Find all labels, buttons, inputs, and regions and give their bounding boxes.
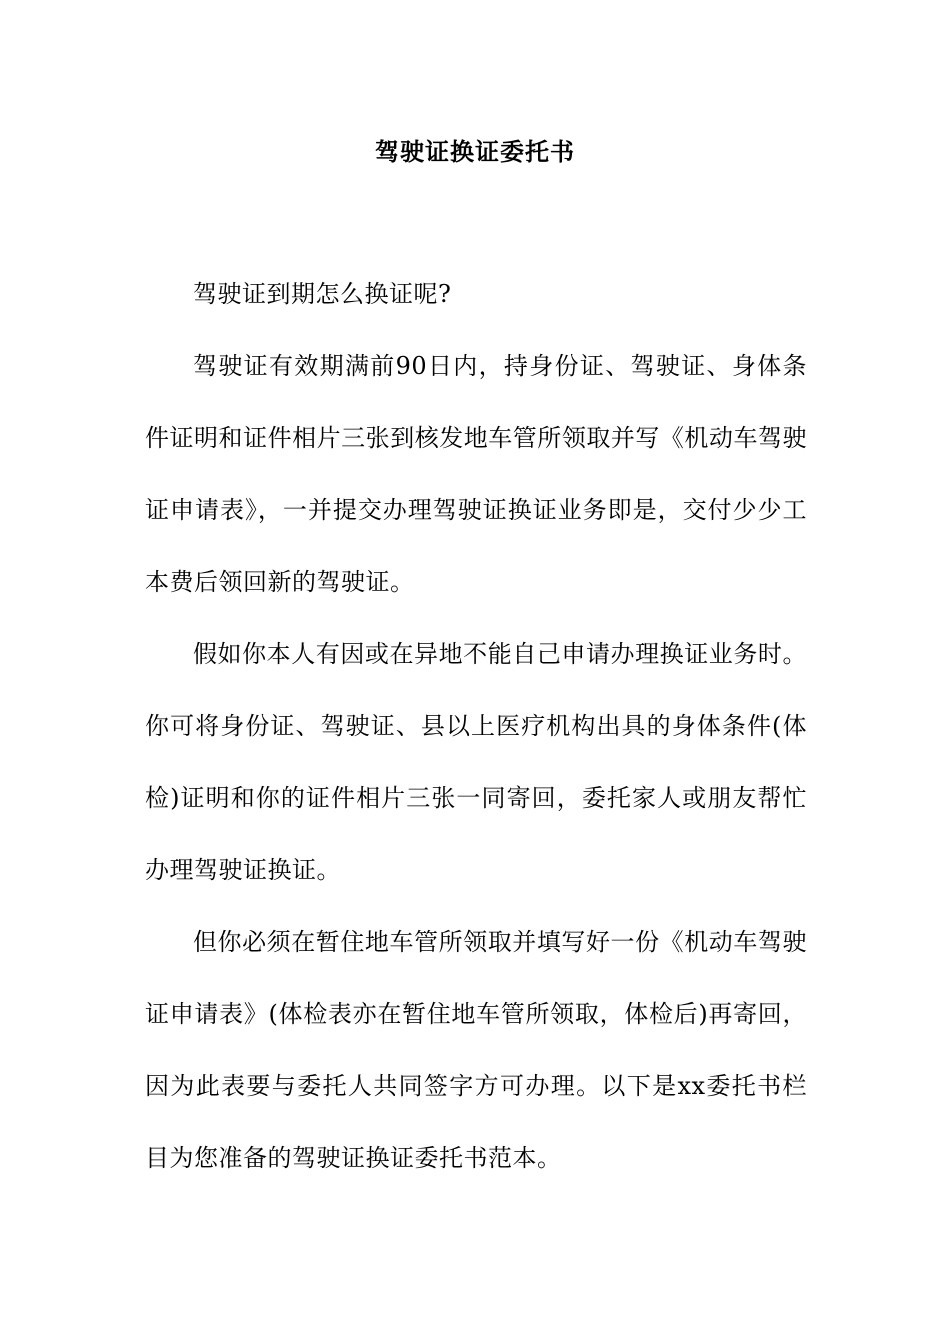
document-title: 驾驶证换证委托书 xyxy=(375,137,575,166)
paragraph-question: 驾驶证到期怎么换证呢? xyxy=(193,280,452,308)
paragraph-renewal-procedure: 驾驶证有效期满前90日内，持身份证、驾驶证、身体条件证明和证件相片三张到核发地车管所领取并写《机动车驾驶证申请表》，一并提交办理驾驶证换证业务即是，交付少少工本费后领回新的驾驶证。 xyxy=(145,352,807,596)
paragraph-application-form: 但你必须在暂住地车管所领取并填写好一份《机动车驾驶证申请表》(体检表亦在暂住地车管所领取，体检后)再寄回，因为此表要与委托人共同签字方可办理。以下是xx委托书栏目为您准备的驾驶证换证委托书范本。 xyxy=(145,928,807,1172)
document-body xyxy=(145,258,807,1194)
paragraph-proxy-option: 假如你本人有因或在异地不能自己申请办理换证业务时。你可将身份证、驾驶证、县以上医疗机构出具的身体条件(体检)证明和你的证件相片三张一同寄回，委托家人或朋友帮忙办理驾驶证换证。 xyxy=(145,640,807,884)
